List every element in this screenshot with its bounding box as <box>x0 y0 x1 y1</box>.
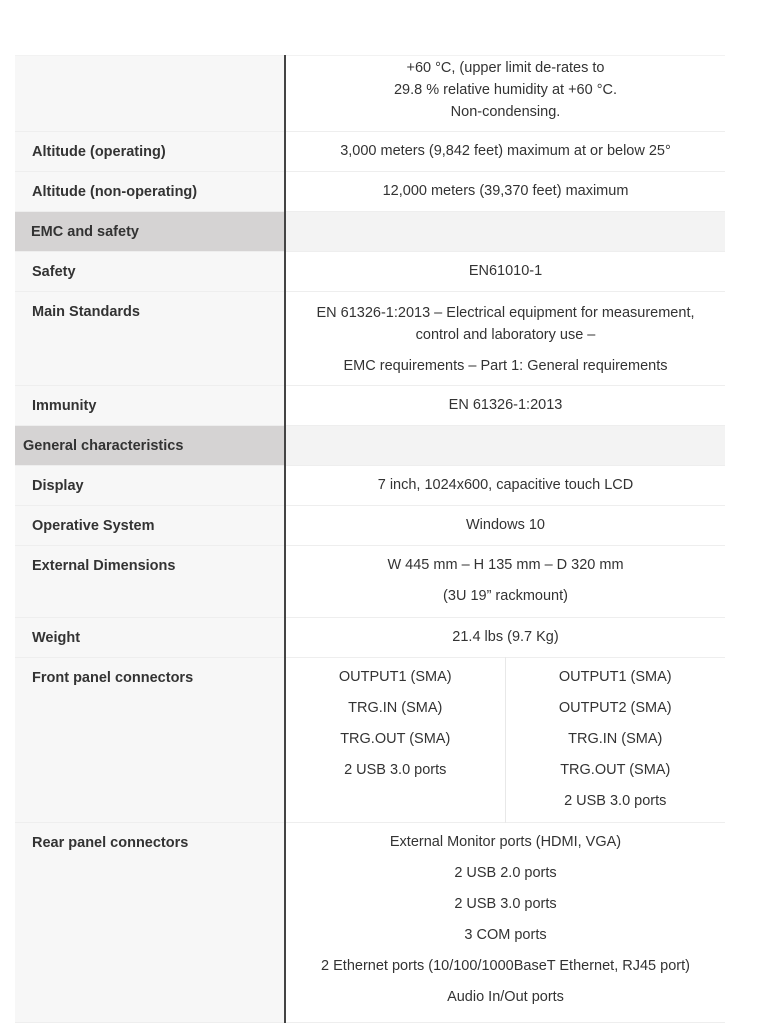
section-label <box>15 212 285 252</box>
os-label: Operative System <box>32 518 155 534</box>
row-value <box>285 618 725 658</box>
temperature-line-2: 29.8 % relative humidity at +60 °C. <box>393 82 617 98</box>
table-row-os <box>15 506 725 546</box>
row-value <box>285 386 725 426</box>
rear-item: 3 COM ports <box>464 927 547 943</box>
front-left-item: TRG.IN (SMA) <box>348 700 443 716</box>
dimensions-label: External Dimensions <box>32 558 176 574</box>
table-row-display <box>15 466 725 506</box>
weight-label: Weight <box>32 630 81 646</box>
table-row-immunity <box>15 386 725 426</box>
section-filler <box>285 212 725 252</box>
row-value <box>285 292 725 386</box>
row-value <box>285 546 725 618</box>
temperature-line-1: +60 °C, (upper limit de-rates to <box>406 60 605 76</box>
main-standards-line-3: EMC requirements – Part 1: General requirements <box>343 358 668 374</box>
table-row-dimensions <box>15 546 725 618</box>
rear-item: External Monitor ports (HDMI, VGA) <box>389 834 622 850</box>
altitude-operating-value: 3,000 meters (9,842 feet) maximum at or below 25° <box>340 143 671 159</box>
front-panel-right <box>505 658 725 823</box>
altitude-non-operating-label: Altitude (non-operating) <box>32 184 198 200</box>
row-value <box>285 466 725 506</box>
front-right-item: 2 USB 3.0 ports <box>564 793 667 809</box>
table-row-altitude-operating <box>15 132 725 172</box>
row-label <box>15 292 285 386</box>
row-value <box>285 252 725 292</box>
front-right-item: OUTPUT1 (SMA) <box>558 669 672 685</box>
os-value: Windows 10 <box>466 517 545 533</box>
front-right-item: TRG.OUT (SMA) <box>560 762 671 778</box>
main-standards-label: Main Standards <box>32 304 140 320</box>
altitude-operating-label: Altitude (operating) <box>32 144 166 160</box>
immunity-label: Immunity <box>32 398 97 414</box>
front-left-item: OUTPUT1 (SMA) <box>338 669 452 685</box>
section-header-general <box>15 426 725 466</box>
rear-panel-label: Rear panel connectors <box>32 835 189 851</box>
row-value <box>285 172 725 212</box>
row-label-empty <box>15 56 285 132</box>
main-standards-line-1: EN 61326-1:2013 – Electrical equipment for measurement, <box>316 305 695 321</box>
table-row-weight <box>15 618 725 658</box>
front-left-item: TRG.OUT (SMA) <box>340 731 451 747</box>
row-label <box>15 658 285 823</box>
front-panel-label: Front panel connectors <box>32 670 194 686</box>
immunity-value: EN 61326-1:2013 <box>448 397 563 413</box>
row-label <box>15 132 285 172</box>
row-label <box>15 252 285 292</box>
weight-value: 21.4 lbs (9.7 Kg) <box>452 629 559 645</box>
front-right-item: TRG.IN (SMA) <box>568 731 663 747</box>
rear-item: 2 USB 3.0 ports <box>454 896 557 912</box>
dimensions-line-2: (3U 19” rackmount) <box>443 588 568 604</box>
section-emc-title: EMC and safety <box>31 224 139 240</box>
table-row-temperature <box>15 56 725 132</box>
section-filler <box>285 426 725 466</box>
row-value <box>285 506 725 546</box>
table-row-main-standards <box>15 292 725 386</box>
dimensions-line-1: W 445 mm – H 135 mm – D 320 mm <box>387 557 624 573</box>
table-row-rear-panel <box>15 823 725 1023</box>
safety-label: Safety <box>32 264 76 280</box>
spec-table <box>15 55 725 1023</box>
main-standards-line-2: control and laboratory use – <box>415 327 596 343</box>
front-left-item: 2 USB 3.0 ports <box>344 762 447 778</box>
row-label <box>15 506 285 546</box>
rear-item: 2 USB 2.0 ports <box>454 865 557 881</box>
display-value: 7 inch, 1024x600, capacitive touch LCD <box>377 477 634 493</box>
temperature-line-3: Non-condensing. <box>450 104 561 120</box>
front-panel-left <box>285 658 505 823</box>
safety-value: EN61010-1 <box>468 263 543 279</box>
row-value <box>285 823 725 1023</box>
row-label <box>15 823 285 1023</box>
row-label <box>15 172 285 212</box>
altitude-non-operating-value: 12,000 meters (39,370 feet) maximum <box>382 183 629 199</box>
rear-item: Audio In/Out ports <box>447 989 564 1005</box>
row-label <box>15 546 285 618</box>
row-value <box>285 132 725 172</box>
table-row-altitude-non-operating <box>15 172 725 212</box>
table-row-safety <box>15 252 725 292</box>
rear-item: 2 Ethernet ports (10/100/1000BaseT Ethernet, RJ45 port) <box>321 958 690 974</box>
front-right-item: OUTPUT2 (SMA) <box>558 700 672 716</box>
section-label <box>15 426 285 466</box>
row-label <box>15 386 285 426</box>
table-row-front-panel <box>15 658 725 823</box>
row-label <box>15 466 285 506</box>
section-general-title: General characteristics <box>23 438 184 454</box>
section-header-emc <box>15 212 725 252</box>
display-label: Display <box>32 478 84 494</box>
temperature-value <box>285 56 725 132</box>
row-label <box>15 618 285 658</box>
